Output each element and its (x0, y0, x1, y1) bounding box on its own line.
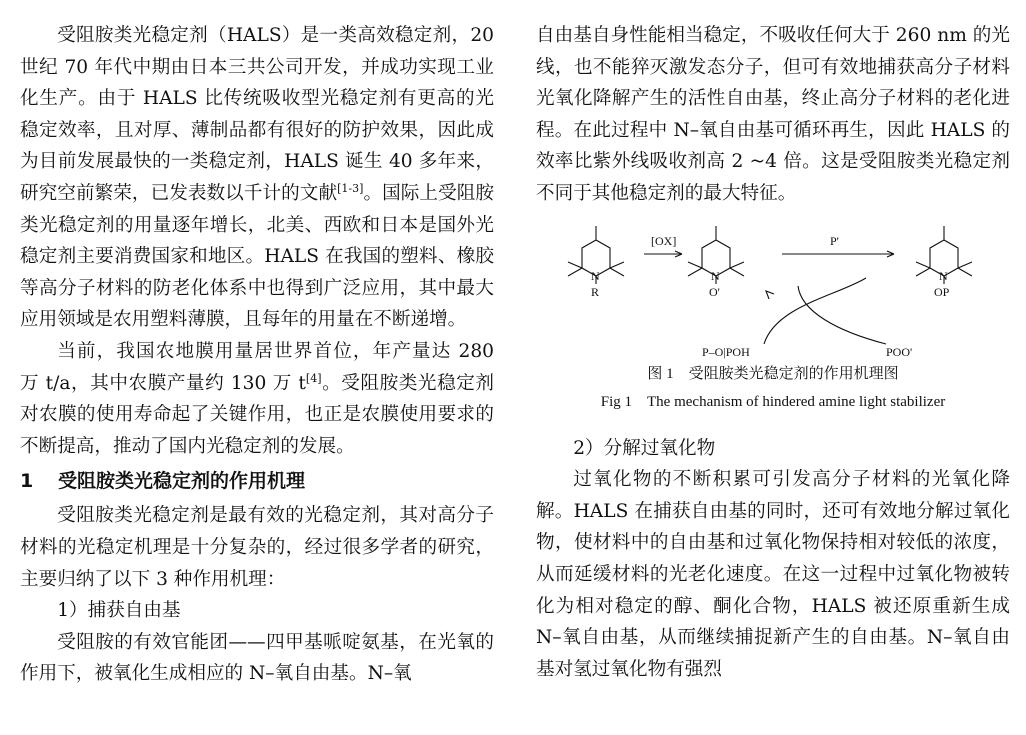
peroxide-decomposition-paragraph: 过氧化物的不断积累可引发高分子材料的光氧化降解。HALS 在捕获自由基的同时，还可有效地分解过氧化物，使材料中的自由基和过氧化物保持相对较低的浓度，从而延缓材料的光老化速度。在这一过程中过氧化物被转化为相对稳定的醇、酮化合物，HALS 被还原重新生成 N–氧自由基，从而继续捕捉新产生的自由基。N–氧自由基对氢过氧化物有强烈 (536, 469, 1010, 680)
alkoxyamine-label: OP (934, 284, 950, 299)
subsection-2-label: 2）分解过氧化物 (573, 437, 716, 459)
mechanism-intro-paragraph: 受阻胺类光稳定剂是最有效的光稳定剂，其对高分子材料的光稳定机理是十分复杂的，经过很多学者的研究，主要归纳了以下 3 种作用机理： (20, 505, 494, 590)
section-number: 1 (20, 470, 34, 493)
mechanism-diagram (536, 216, 1010, 391)
intro-paragraph (20, 20, 494, 336)
peroxide-products-label: P–O|POH (702, 344, 750, 359)
oxyl-label: O' (709, 284, 720, 299)
section-title: 受阻胺类光稳定剂的作用机理 (58, 470, 306, 493)
agri-film-paragraph (20, 336, 494, 462)
polymer-radical-label: P' (830, 233, 839, 248)
agri-film-text: 当前，我国农地膜用量居世界首位，年产量达 280 万 t/a，其中农膜产量约 130 万 t (20, 340, 494, 394)
figure-caption-en: Fig 1 The mechanism of hindered amine light stabilizer (600, 393, 946, 410)
nitrogen-label-1: N (591, 268, 600, 283)
right-column (536, 20, 1010, 685)
regeneration-curve (764, 278, 866, 344)
intro-text: 受阻胺类光稳定剂（HALS）是一类高效稳定剂，20 世纪 70 年代中期由日本三共公司开发，并成功实现工业化生产。由于 HALS 比传统吸收型光稳定剂有更高的光稳定效率，且对厚、薄制品都有很好的防护效果，因此成为目前发展最快的一类稳定剂，HALS 诞生 40 多年来，研究空前繁荣，已发表数以千计的文献 (20, 25, 494, 204)
radical-capture-paragraph: 受阻胺的有效官能团——四甲基哌啶氨基，在光氧的作用下，被氧化生成相应的 N–氧自由基。N–氧 (20, 631, 494, 685)
n-oxyl-paragraph: 自由基自身性能相当稳定，不吸收任何大于 260 nm 的光线，也不能猝灭激发态分子，但可有效地捕获高分子材料光氧化降解产生的活性自由基，终止高分子材料的老化进程。在此过程中 N–氧自由基可循环再生，因此 HALS 的效率比紫外线吸收剂高 2 ~4 倍。这是受阻胺类光稳定剂不同于其他稳定剂的最大特征。 (536, 25, 1010, 204)
peroxy-radical-label: POO' (886, 344, 913, 359)
nitrogen-label-2: N (711, 268, 720, 283)
regeneration-curve-2 (798, 286, 886, 344)
left-column (20, 20, 494, 690)
nitrogen-label-3: N (939, 268, 948, 283)
substituent-r-label: R (591, 284, 600, 299)
mechanism-figure (536, 216, 1010, 391)
oxidant-label: [OX] (651, 233, 677, 248)
intro-text-tail: 。国际上受阻胺类光稳定剂的用量逐年增长，北美、西欧和日本是国外光稳定剂主要消费国家和地区。HALS 在我国的塑料、橡胶等高分子材料的防老化体系中也得到广泛应用，其中最大应用领域是农用塑料薄膜，且每年的用量在不断递增。 (20, 182, 494, 331)
citation-1-3[interactable]: [1-3] (337, 181, 364, 195)
agri-film-text-tail: 。受阻胺类光稳定剂对农膜的使用寿命起了关键作用，也正是农膜使用要求的不断提高，推动了国内光稳定剂的发展。 (20, 372, 494, 457)
section-heading (20, 464, 494, 498)
figure-caption-cn: 图 1 受阻胺类光稳定剂的作用机理图 (647, 365, 899, 382)
citation-4[interactable]: [4] (305, 371, 322, 385)
subsection-1-label: 1）捕获自由基 (57, 600, 181, 622)
